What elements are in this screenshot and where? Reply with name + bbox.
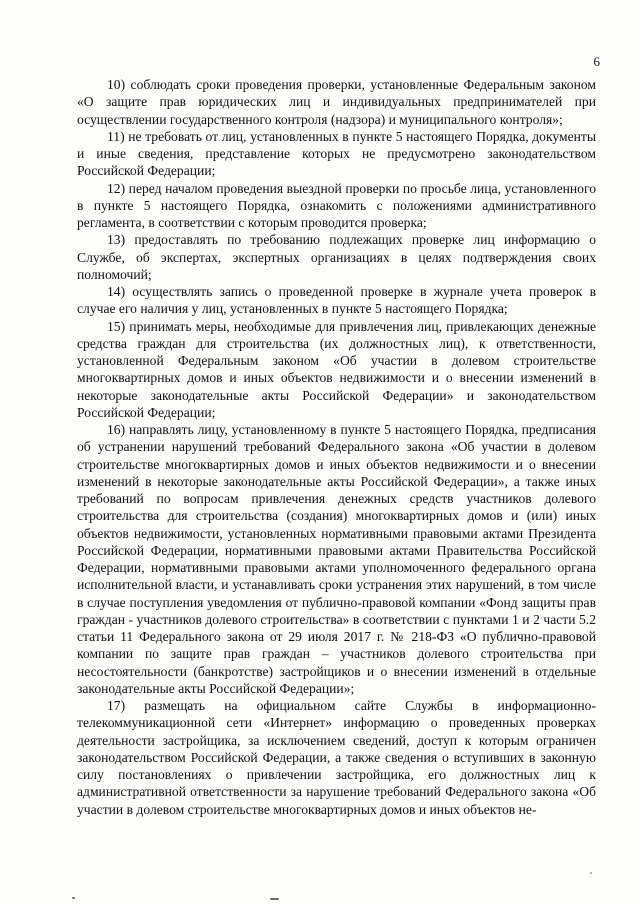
paragraph-item-12: 12) перед началом проведения выездной проверки по просьбе лица, установленного в пункте 5 настоящего Порядка, ознакомить с положениями административного регламента, в соответствии с которым проводится проверка; bbox=[77, 180, 596, 230]
document-body bbox=[77, 76, 596, 818]
scan-artifact bbox=[590, 872, 592, 874]
paragraph-item-13: 13) предоставлять по требованию подлежащих проверке лиц информацию о Службе, об экспертах, экспертных организациях в целях подтверждения своих полномочий; bbox=[77, 232, 596, 282]
scan-artifact bbox=[270, 898, 279, 900]
paragraph-item-15: 15) принимать меры, необходимые для привлечения лиц, привлекающих денежные средства граждан для строительства (их должностных лиц), к ответственности, установленной Федеральным законом «Об участии в долевом строительстве многоквартирных домов и иных объектов недвижимости и о внесении изменений в некоторые законодательные акты Российской Федерации» и законодательством Российской Федерации; bbox=[77, 318, 596, 420]
paragraph-item-10: 10) соблюдать сроки проведения проверки, установленные Федеральным законом «О защите прав юридических лиц и индивидуальных предпринимателей при осуществлении государственного контроля (надзора) и муниципального контроля»; bbox=[77, 77, 596, 127]
paragraph-item-14: 14) осуществлять запись о проведенной проверке в журнале учета проверок в случае его наличия у лиц, установленных в пункте 5 настоящего Порядка; bbox=[77, 284, 596, 317]
paragraph-item-16: 16) направлять лицу, установленному в пункте 5 настоящего Порядка, предписания об устранении нарушений требований Федерального закона «Об участии в долевом строительстве многоквартирных домов и иных объектов недвижимости и о внесении изменений в некоторые законодательные акты Российской Федерации», а также иных требований по вопросам привлечения денежных средств участников долевого строительства для строительства (создания) многоквартирных домов и (или) иных объектов недвижимости, установленных нормативными правовыми актами Президента Российской Федерации, нормативными правовыми актами Правительства Российской Федерации, нормативными правовыми актами уполномоченного федерального органа исполнительной власти, и устанавливать сроки устранения этих нарушений, в том числе в случае поступления уведомления от публично-правовой компании «Фонд защиты прав граждан - участников долевого строительства» в соответствии с пунктами 1 и 2 части 5.2 статьи 11 Федерального закона от 29 июля 2017 г. № 218-ФЗ «О публично-правовой компании по защите прав граждан – участников долевого строительства при несостоятельности (банкротстве) застройщиков и о внесении изменений в отдельные законодательные акты Российской Федерации»; bbox=[77, 422, 596, 696]
page-number: 6 bbox=[593, 54, 600, 69]
scan-artifact bbox=[72, 897, 75, 899]
paragraph-item-11: 11) не требовать от лиц, установленных в пункте 5 настоящего Порядка, документы и иные сведения, представление которых не предусмотрено законодательством Российской Федерации; bbox=[77, 128, 596, 179]
paragraph-item-17: 17) размещать на официальном сайте Службы в информационно-телекоммуникационной сети «Интернет» информацию о проведенных проверках деятельности застройщика, за исключением сведений, доступ к которым ограничен законодательством Российской Федерации, а также сведения о вступивших в законную силу постановлениях о привлечении застройщика, его должностных лиц к административной ответственности за нарушение требований Федерального закона «Об участии в долевом строительстве многоквартирных домов и иных объектов не- bbox=[77, 698, 596, 817]
